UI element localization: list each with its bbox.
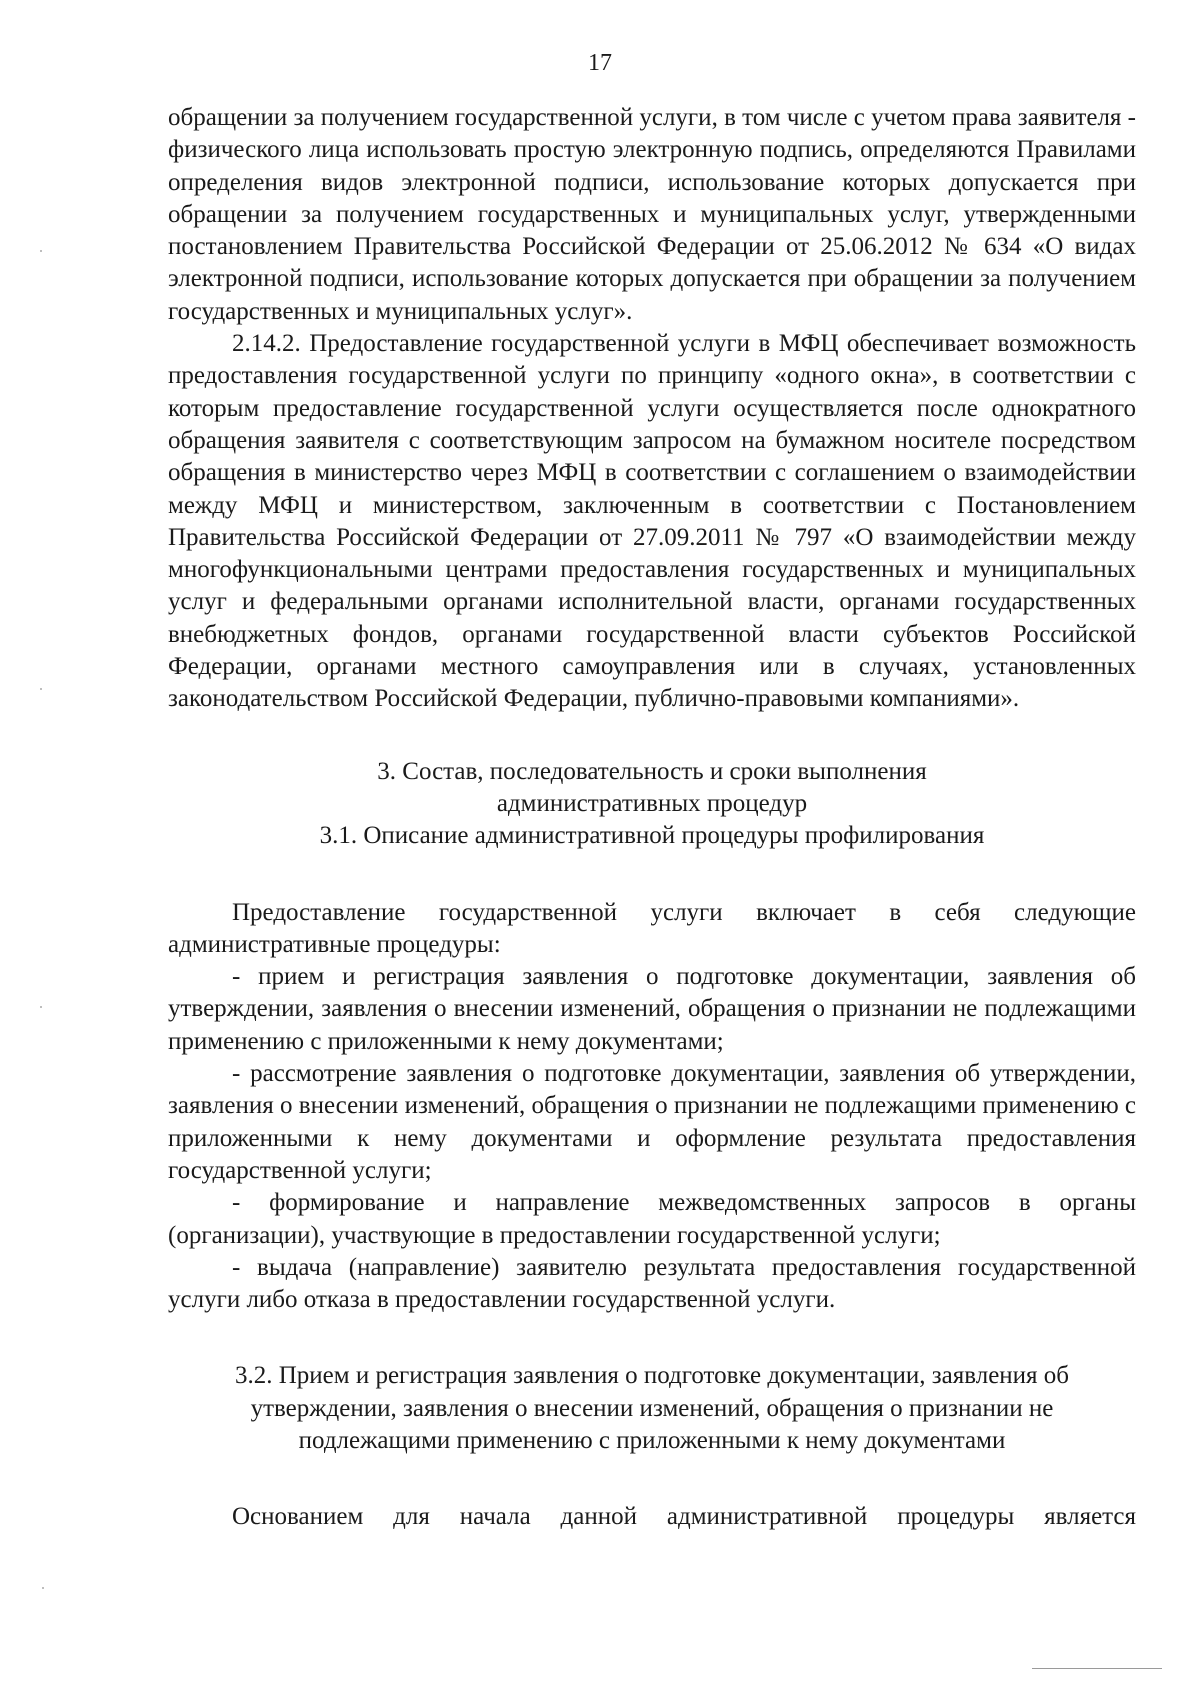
scan-speck	[40, 250, 42, 252]
section-3-1-heading: 3.1. Описание административной процедуры профилирования	[319, 822, 985, 850]
list-item: - рассмотрение заявления о подготовке документации, заявления об утверждении, заявления о внесении изменений, обращения о признании не подлежащими применению с приложенными к нему документами и оформление результата предоставления государственной услуги;	[168, 1060, 1136, 1184]
document-body	[168, 102, 1136, 1534]
list-item: - выдача (направление) заявителю результата предоставления государственной услуги либо отказа в предоставлении государственной услуги.	[168, 1253, 1136, 1314]
paragraph-procedure-basis: Основанием для начала данной административной процедуры является	[232, 1503, 1136, 1531]
list-item: - прием и регистрация заявления о подготовке документации, заявления об утверждении, заявления о внесении изменений, обращения о признании не подлежащими применению с приложенными к нему документами;	[168, 963, 1136, 1055]
scan-speck	[42, 1587, 44, 1589]
paragraph-2-14-2: 2.14.2. Предоставление государственной услуги в МФЦ обеспечивает возможность предоставления государственной услуги по принципу «одного окна», в соответствии с которым предоставление государственной услуги осуществляется после однократного обращения заявителя с соответствующим запросом на бумажном носителе посредством обращения в министерство через МФЦ в соответствии с соглашением о взаимодействии между МФЦ и министерством, заключенным в соответствии с Постановлением Правительства Российской Федерации от 27.09.2011 № 797 «О взаимодействии между многофункциональными центрами предоставления государственных и муниципальных услуг и федеральными органами исполнительной власти, органами государственных внебюджетных фондов, органами государственной власти субъектов Российской Федерации, органами местного самоуправления или в случаях, установленных законодательством Российской Федерации, публично-правовыми компаниями».	[168, 330, 1136, 713]
scan-speck	[40, 1006, 42, 1008]
list-item: - формирование и направление межведомственных запросов в органы (организации), участвующие в предоставлении государственной услуги;	[168, 1189, 1136, 1249]
section-3-heading-line-1: 3. Состав, последовательность и сроки выполнения	[377, 757, 927, 785]
section-3-heading-line-2: административных процедур	[496, 789, 808, 817]
section-3-2-heading: 3.2. Прием и регистрация заявления о подготовке документации, заявления об утверждении, заявления о внесении изменений, обращения о признании не подлежащими применению с приложенными к нему документами	[234, 1362, 1070, 1454]
paragraph-continuation: обращении за получением государственной услуги, в том числе с учетом права заявителя - физического лица использовать простую электронную подпись, определяются Правилами определения видов электронной подписи, использование которых допускается при обращении за получением государственных и муниципальных услуг, утвержденными постановлением Правительства Российской Федерации от 25.06.2012 № 634 «О видах электронной подписи, использование которых допускается при обращении за получением государственных и муниципальных услуг».	[168, 104, 1136, 325]
paragraph-procedures-intro: Предоставление государственной услуги включает в себя следующие административные процедуры:	[168, 898, 1136, 958]
scan-edge-line	[1032, 1668, 1162, 1669]
page-number: 17	[588, 50, 612, 76]
scan-speck	[40, 688, 42, 690]
